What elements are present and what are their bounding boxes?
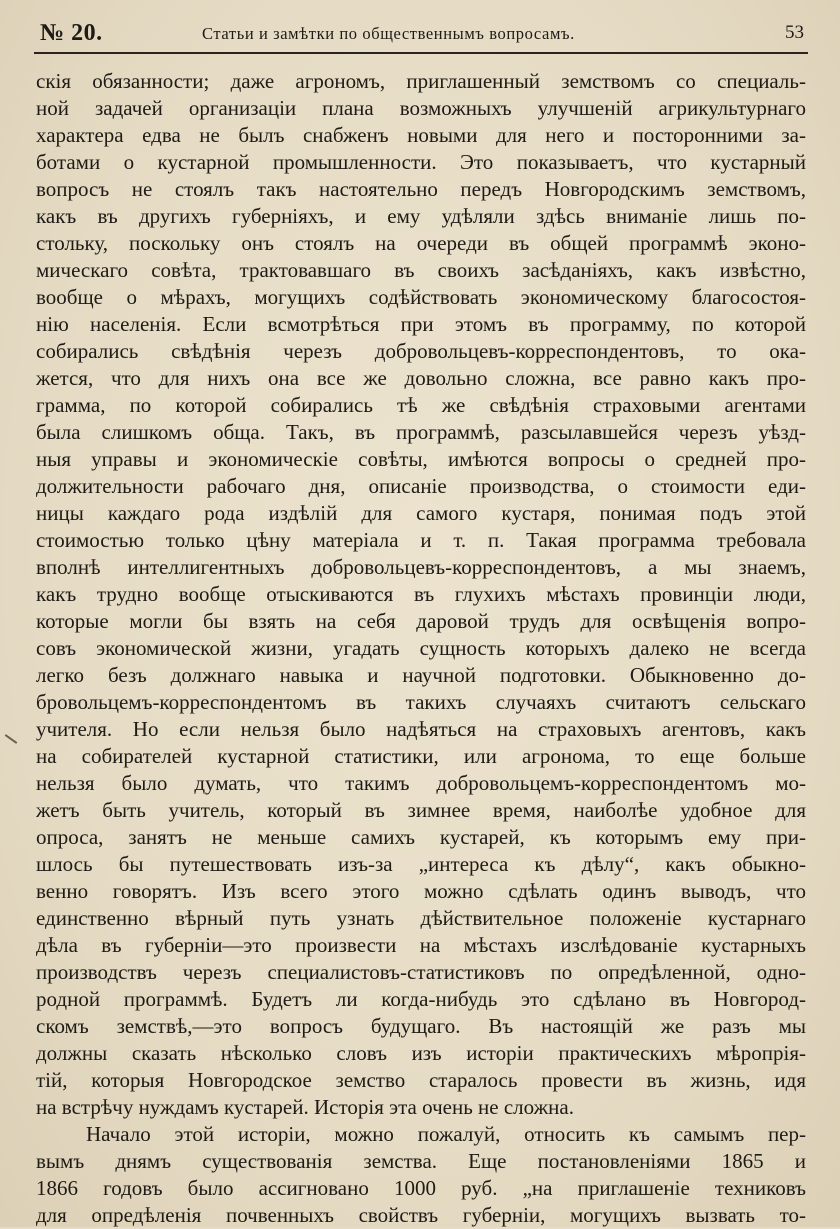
margin-mark	[5, 734, 18, 744]
text-line: дѣла въ губерніи—это произвести на мѣстахъ изслѣдованіе кустарныхъ	[36, 933, 806, 957]
page-header	[34, 18, 808, 54]
text-line: стольку, поскольку онъ стоялъ на очереди въ общей программѣ эконо-	[36, 231, 806, 255]
text-line: жется, что для нихъ она все же довольно сложна, все равно какъ про-	[36, 366, 806, 390]
text-line: родной программѣ. Будетъ ли когда-нибудь это сдѣлано въ Новгород-	[36, 987, 806, 1011]
text-line: должны сказать нѣсколько словъ изъ исторіи практическихъ мѣропрія-	[36, 1041, 806, 1065]
text-line: совъ экономической жизни, угадать сущность которыхъ далеко не всегда	[36, 636, 806, 660]
text-line: вполнѣ интеллигентныхъ добровольцевъ-корреспондентовъ, а мы знаемъ,	[36, 555, 806, 579]
text-line: нельзя было думать, что такимъ добровольцемъ-корреспондентомъ мо-	[36, 771, 806, 795]
text-line: ной задачей организаціи плана возможныхъ улучшеній агрикультурнаго	[36, 96, 806, 120]
text-line: производствъ черезъ специалистовъ-статистиковъ по опредѣленной, одно-	[36, 960, 806, 984]
text-line: какъ въ другихъ губерніяхъ, и ему удѣляли здѣсь вниманіе лишь по-	[36, 204, 806, 228]
text-line: ницы каждаго рода издѣлій для самого кустаря, понимая подъ этой	[36, 501, 806, 525]
text-line: опроса, занятъ не меньше самихъ кустарей, къ которымъ ему при-	[36, 825, 806, 849]
text-line: какъ трудно вообще отыскиваются въ глухихъ мѣстахъ провинціи люди,	[36, 582, 806, 606]
text-line: единственно вѣрный путь узнать дѣйствительное положеніе кустарнаго	[36, 906, 806, 930]
text-line: вообще о мѣрахъ, могущихъ содѣйствовать экономическому благосостоя-	[36, 285, 806, 309]
issue-number: № 20.	[40, 20, 103, 46]
text-line: скомъ земствѣ,—это вопросъ будущаго. Въ настоящій же разъ мы	[36, 1014, 806, 1038]
running-title: Статьи и замѣтки по общественнымъ вопросамъ.	[202, 24, 575, 43]
text-line: скія обязанности; даже агрономъ, приглашенный земствомъ со специаль-	[36, 69, 806, 93]
text-line: на собирателей кустарной статистики, или агронома, то еще больше	[36, 744, 806, 768]
text-line: вопросъ не стоялъ такъ настоятельно передъ Новгородскимъ земствомъ,	[36, 177, 806, 201]
text-line: учителя. Но если нельзя было надѣяться на страховыхъ агентовъ, какъ	[36, 717, 806, 741]
text-line: бровольцемъ-корреспондентомъ въ такихъ случаяхъ считаютъ сельскаго	[36, 690, 806, 714]
page-number: 53	[785, 22, 804, 43]
text-line: характера едва не былъ снабженъ новыми для него и посторонними за-	[36, 123, 806, 147]
text-line: легко безъ должнаго навыка и научной подготовки. Обыкновенно до-	[36, 663, 806, 687]
text-line: стоимостью только цѣну матеріала и т. п. Такая программа требовала	[36, 528, 806, 552]
paragraph-end-line: на встрѣчу нуждамъ кустарей. Исторія эта очень не сложна.	[36, 1095, 574, 1119]
body-text	[36, 68, 806, 1229]
text-line: ныя управы и экономическіе совѣты, имѣются вопросы о средней про-	[36, 447, 806, 471]
text-line: грамма, по которой собирались тѣ же свѣдѣнія страховыми агентами	[36, 393, 806, 417]
text-line: собирались свѣдѣнія черезъ добровольцевъ-корреспондентовъ, то ока-	[36, 339, 806, 363]
text-line: для опредѣленія почвенныхъ свойствъ губерніи, могущихъ вызвать то-	[36, 1203, 806, 1227]
text-line: нію населенія. Если всмотрѣться при этомъ въ программу, по которой	[36, 312, 806, 336]
text-line: которые могли бы взять на себя даровой трудъ для освѣщенія вопро-	[36, 609, 806, 633]
paragraph-start-line: Начало этой исторіи, можно пожалуй, относить къ самымъ пер-	[86, 1122, 806, 1146]
text-line: должительности рабочаго дня, описаніе производства, о стоимости еди-	[36, 474, 806, 498]
text-line: мическаго совѣта, трактовавшаго въ своихъ засѣданіяхъ, какъ извѣстно,	[36, 258, 806, 282]
text-line: шлось бы путешествовать изъ-за „интереса къ дѣлу“, какъ обыкно-	[36, 852, 806, 876]
text-line: жетъ быть учитель, который въ зимнее время, наиболѣе удобное для	[36, 798, 806, 822]
text-line: ботами о кустарной промышленности. Это показываетъ, что кустарный	[36, 150, 806, 174]
text-line: венно говорятъ. Изъ всего этого можно сдѣлать одинъ выводъ, что	[36, 879, 806, 903]
text-line: вымъ днямъ существованія земства. Еще постановленіями 1865 и	[36, 1149, 806, 1173]
text-line: тій, которыя Новгородское земство старалось провести въ жизнь, идя	[36, 1068, 806, 1092]
text-line: была слишкомъ обща. Такъ, въ программѣ, разсылавшейся черезъ уѣзд-	[36, 420, 806, 444]
text-line: 1866 годовъ было ассигновано 1000 руб. „на приглашеніе техниковъ	[36, 1176, 806, 1200]
